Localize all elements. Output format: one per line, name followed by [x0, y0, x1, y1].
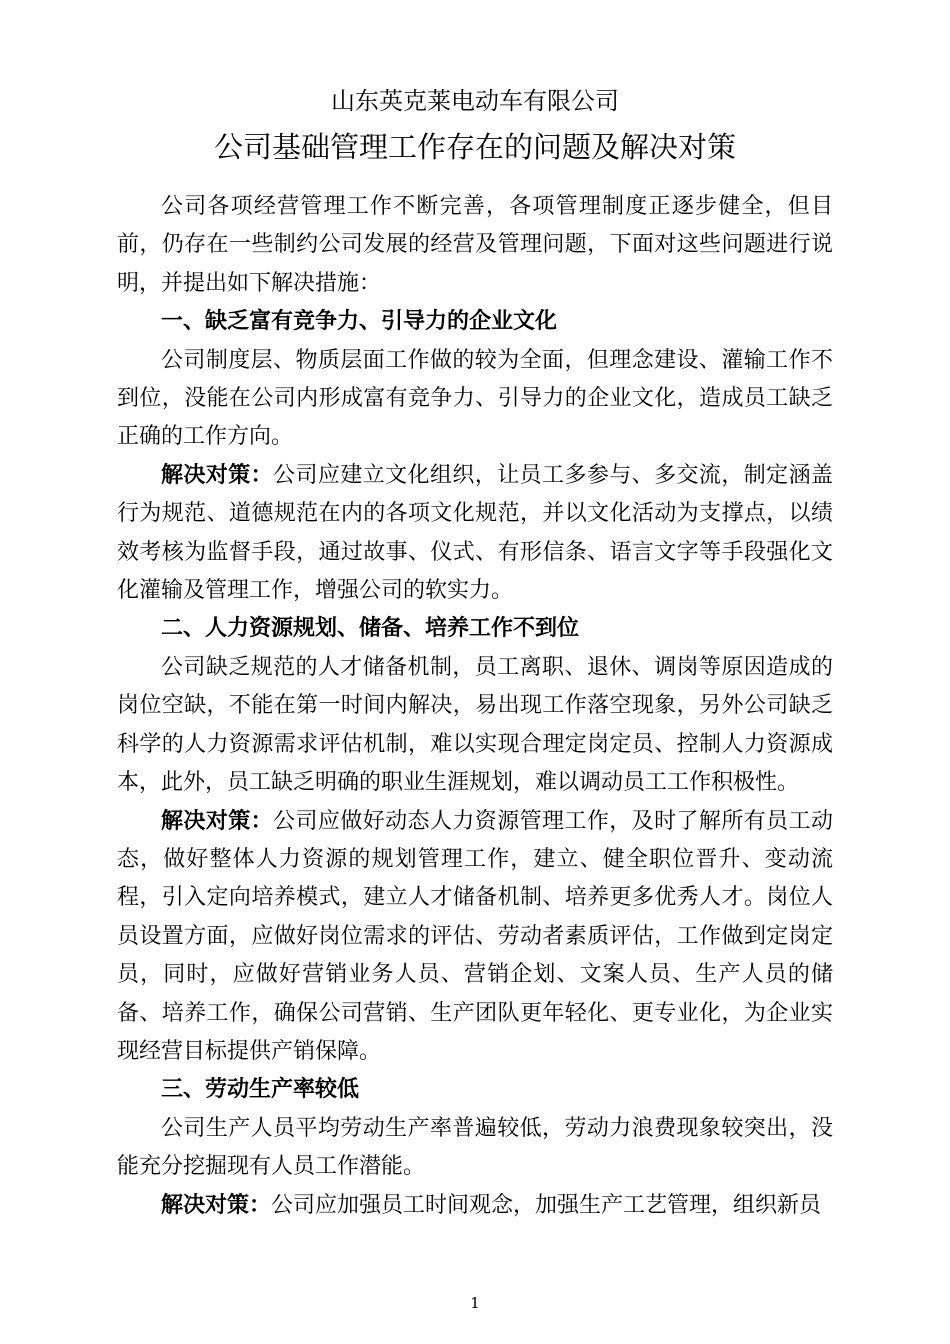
document-body — [117, 188, 833, 1225]
solution-label: 解决对策： — [161, 808, 274, 834]
solution-paragraph-2 — [117, 803, 833, 1072]
company-name: 山东英克莱电动车有限公司 — [331, 87, 619, 115]
page-number: 1 — [470, 1294, 480, 1312]
intro-paragraph: 公司各项经营管理工作不断完善，各项管理制度正逐步健全，但目前，仍存在一些制约公司发展的经营及管理问题，下面对这些问题进行说明，并提出如下解决措施： — [117, 194, 833, 296]
problem-paragraph-3: 公司生产人员平均劳动生产率普遍较低，劳动力浪费现象较突出，没能充分挖掘现有人员工作潜能。 — [117, 1115, 833, 1180]
solution-text: 公司应做好动态人力资源管理工作，及时了解所有员工动态，做好整体人力资源的规划管理工作，建立、健全职位晋升、变动流程，引入定向培养模式，建立人才储备机制、培养更多优秀人才。岗位人员设置方面，应做好岗位需求的评估、劳动者素质评估，工作做到定岗定员，同时，应做好营销业务人员、营销企划、文案人员、生产人员的储备、培养工作，确保公司营销、生产团队更年轻化、更专业化，为企业实现经营目标提供产销保障。 — [117, 808, 833, 1064]
solution-label: 解决对策： — [161, 1192, 272, 1218]
problem-paragraph-1: 公司制度层、物质层面工作做的较为全面，但理念建设、灌输工作不到位，没能在公司内形成富有竞争力、引导力的企业文化，造成员工缺乏正确的工作方向。 — [117, 347, 833, 450]
section-heading-2: 二、人力资源规划、储备、培养工作不到位 — [161, 616, 580, 642]
section-heading-3: 三、劳动生产率较低 — [161, 1077, 360, 1103]
solution-paragraph-1 — [117, 457, 833, 611]
solution-paragraph-3 — [117, 1187, 833, 1225]
problem-paragraph-2: 公司缺乏规范的人才储备机制，员工离职、退休、调岗等原因造成的岗位空缺，不能在第一时间内解决，易出现工作落空现象，另外公司缺乏科学的人力资源需求评估机制，难以实现合理定岗定员、控制人力资源成本，此外，员工缺乏明确的职业生涯规划，难以调动员工工作积极性。 — [117, 654, 833, 796]
document-title: 公司基础管理工作存在的问题及解决对策 — [213, 130, 736, 164]
solution-text: 公司应加强员工时间观念，加强生产工艺管理，组织新员 — [271, 1192, 822, 1218]
solution-text: 公司应建立文化组织，让员工多参与、多交流，制定涵盖行为规范、道德规范在内的各项文化规范，并以文化活动为支撑点，以绩效考核为监督手段，通过故事、仪式、有形信条、语言文字等手段强化文化灌输及管理工作，增强公司的软实力。 — [117, 462, 833, 604]
section-heading-1: 一、缺乏富有竞争力、引导力的企业文化 — [161, 309, 558, 335]
solution-label: 解决对策： — [161, 462, 274, 488]
